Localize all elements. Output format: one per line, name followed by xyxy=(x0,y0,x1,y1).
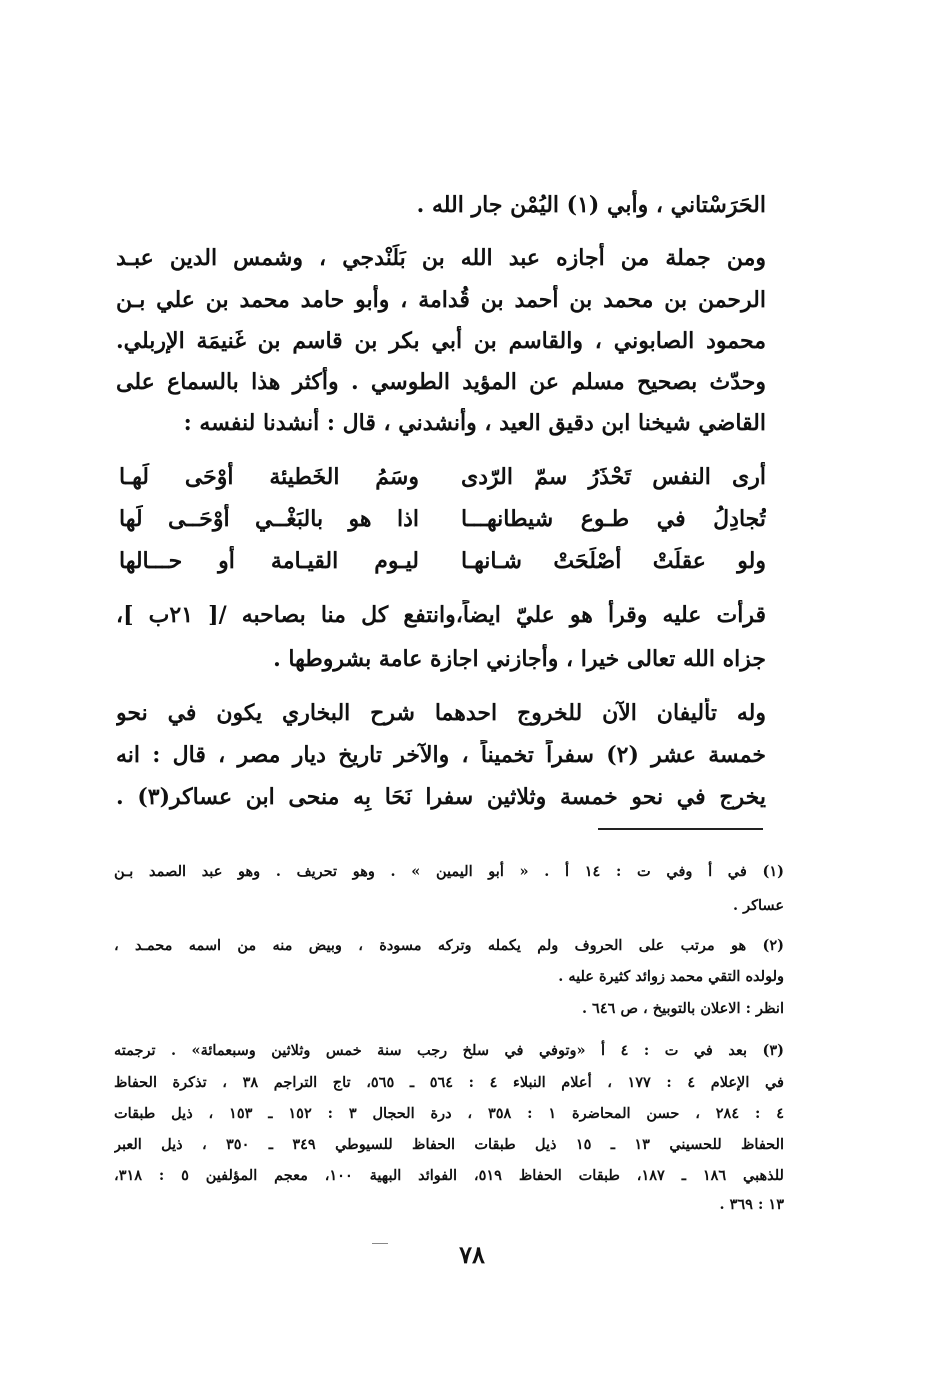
page-number: ٧٨ xyxy=(459,1240,485,1269)
verse-hemistich-left: ليـوم القيـامة أو حـــالها xyxy=(119,548,419,574)
footnote-line: ولولده التقي محمد زوائد كثيرة عليه . xyxy=(558,968,784,985)
footnote-line: انظر : الاعلان بالتوبيخ ، ص ٦٤٦ . xyxy=(581,1000,784,1017)
verse-hemistich-right: أرى النفس تَحْذَرُ سمّ الرّدى xyxy=(461,464,766,490)
footnote-line: (٢) هو مرتب على الحروف ولم يكمله وتركه مسودة ، وبيض منه من اسمه محمـد ، xyxy=(114,937,784,954)
body-line: الرحمن بن محمد بن أحمد بن قُدامة ، وأبو حامد محمد بن علي بـن xyxy=(116,287,766,313)
footnote-line: ١٣ : ٣٦٩ . xyxy=(719,1196,784,1213)
footnote-separator xyxy=(598,828,763,830)
body-line: الحَرَسْتاني ، وأبي (١) اليُمْن جار الله . xyxy=(416,192,766,218)
body-line: القاضي شيخنا ابن دقيق العيد ، وأنشدني ، قال : أنشدنا لنفسه : xyxy=(183,410,766,436)
body-line: محمود الصابوني ، والقاسم بن أبي بكر بن قاسم بن غَنيمَة الإربلي. xyxy=(116,328,766,354)
body-line: يخرج في نحو خمسة وثلاثين سفرا نَحَا بِه منحى ابن عساكر(٣) . xyxy=(116,784,766,810)
verse-hemistich-right: تُجادِلُ في طـوع شيطانهـــا xyxy=(461,506,766,532)
body-line: خمسة عشر (٢) سفراً تخميناً ، والآخر تاريخ ديار مصر ، قال : انه xyxy=(116,742,766,768)
footnote-line: الحفاظ للحسيني ١٣ ـ ١٥ ذيل طبقات الحفاظ للسيوطي ٣٤٩ ـ ٣٥٠ ، ذيل العبر xyxy=(114,1136,784,1153)
body-line: ومن جملة من أجازه عبد الله بن بَلَنْدجي ، وشمس الدين عبـد xyxy=(116,245,766,271)
body-line: وله تأليفان الآن للخروج احدهما شرح البخاري يكون في نحو xyxy=(116,700,766,726)
footnote-line: في الإعلام ٤ : ١٧٧ ، أعلام النبلاء ٤ : ٥٦٤ ـ ٥٦٥، تاج التراجم ٣٨ ، تذكرة الحفاظ xyxy=(114,1074,784,1091)
verse-hemistich-left: اذا هو بالبَغْــي أوْحَــى لَها xyxy=(119,506,419,532)
body-line: قرأت عليه وقرأ هو عليّ ايضاً،وانتفع كل منا بصاحبه /[ ٢١ب ]، xyxy=(116,602,766,628)
body-line: وحدّث بصحيح مسلم عن المؤيد الطوسي . وأكثر هذا بالسماع على xyxy=(116,369,766,395)
verse-hemistich-right: ولو عقلَتْ أصْلَحَتْ شـانهـا xyxy=(461,548,766,574)
footnote-line: للذهبي ١٨٦ ـ ١٨٧، طبقات الحفاظ ٥١٩، الفوائد البهية ١٠٠، معجم المؤلفين ٥ : ٣١٨، xyxy=(114,1167,784,1184)
footnote-line: (٣) بعد في ت : ٤ أ «وتوفي في سلخ رجب سنة خمس وثلاثين وسبعمائة» . ترجمته xyxy=(114,1042,784,1059)
body-line: جزاه الله تعالى خيرا ، وأجازني اجازة عامة بشروطها . xyxy=(273,646,766,672)
footnote-line: (١) في أ وفي ت : ١٤ أ . « أبو اليمين » . وهو تحريف . وهو عبد الصمد بـن xyxy=(114,863,784,880)
verse-hemistich-left: وسَمُ الخَطيئة أَوْحَى لَهـا xyxy=(119,464,419,490)
footnote-line: عساكر . xyxy=(732,897,784,914)
footnote-line: ٤ : ٢٨٤ ، حسن المحاضرة ١ : ٣٥٨ ، درة الحجال ٣ : ١٥٢ ـ ١٥٣ ، ذيل طبقات xyxy=(114,1105,784,1122)
